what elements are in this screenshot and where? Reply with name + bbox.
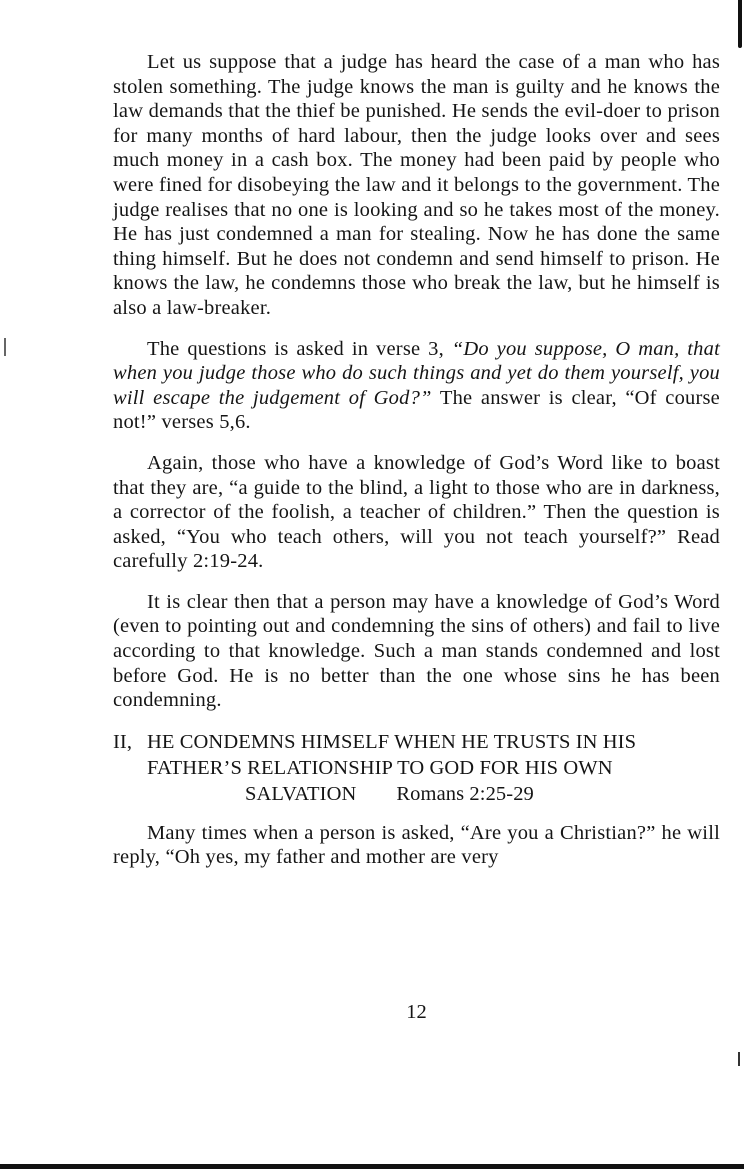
section-heading-text-1: HE CONDEMNS HIMSELF WHEN HE TRUSTS IN HIS — [147, 730, 637, 753]
paragraph-closing: Many times when a person is asked, “Are you a Christian?” he will reply, “Oh yes, my father and mother are very — [113, 821, 720, 869]
paragraph-verse-question — [113, 337, 720, 435]
page-body — [113, 50, 720, 1023]
paragraph-verse-question-intro: The questions is asked in verse 3, — [147, 337, 452, 360]
scripture-reference: Romans 2:25-29 — [396, 782, 534, 805]
section-heading-line-2: FATHER’S RELATIONSHIP TO GOD FOR HIS OWN — [147, 756, 613, 779]
page-number: 12 — [406, 1001, 427, 1023]
paragraph-judge-story: Let us suppose that a judge has heard the case of a man who has stolen something. The judge knows the man is guilty and he knows the law demands that the thief be punished. He sends the evil-doer to prison for many months of hard labour, then the judge looks over and sees much money in a cash box. The money had been paid by people who were fined for disobeying the law and it belongs to the government. The judge realises that no one is looking and so he takes most of the money. He has just condemned a man for stealing. Now he has done the same thing himself. But he does not condemn and send himself to prison. He knows the law, he condemns those who break the law, but he himself is also a law-breaker. — [113, 51, 720, 319]
section-heading-line-1 — [113, 729, 720, 755]
section-heading-text-3: SALVATION — [245, 782, 357, 805]
section-heading — [113, 729, 720, 807]
verse-quote: “Do you suppose, O man, that when you judge those who do such things and yet do them yourself, you will escape the judgement of God?” — [113, 337, 720, 409]
scan-left-speck — [4, 338, 6, 356]
section-heading-line-3 — [113, 781, 720, 807]
paragraph-conclusion: It is clear then that a person may have a knowledge of God’s Word (even to pointing out and condemning the sins of others) and fail to live according to that knowledge. Such a man stands condemned and lost before God. He is no better than the one whose sins he has been condemning. — [113, 590, 720, 712]
section-number: II, — [113, 730, 133, 753]
scan-edge-speck — [738, 1052, 740, 1066]
paragraph-boast: Again, those who have a knowledge of God’s Word like to boast that they are, “a guide to the blind, a light to those who are in darkness, a corrector of the foolish, a teacher of children.” Then the question is asked, “You who teach others, will you not teach yourself?” Read carefully 2:19-24. — [113, 451, 720, 573]
scan-bottom-edge — [0, 1164, 744, 1169]
paragraph-verse-question-answer: The answer is clear, “Of course not!” verses 5,6. — [113, 386, 720, 434]
scan-edge-mark — [738, 0, 742, 48]
